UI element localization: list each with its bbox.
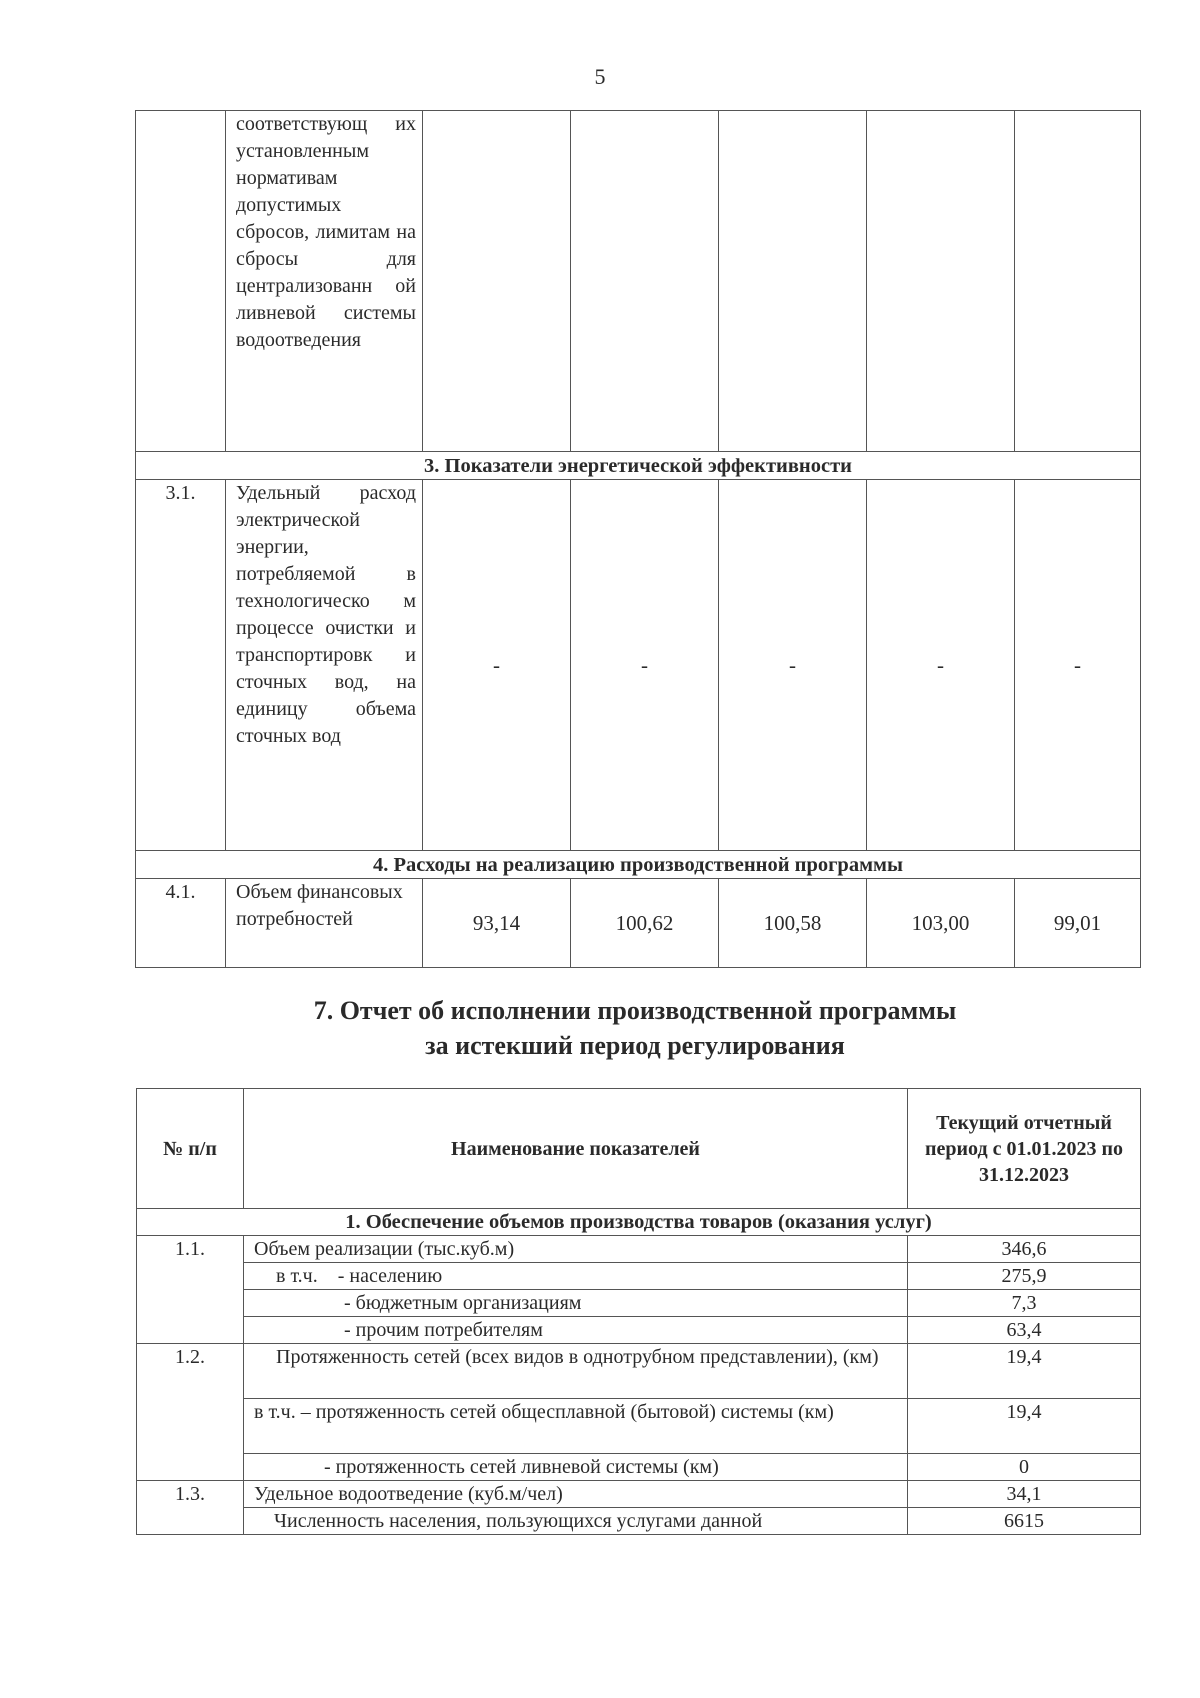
value-cell: 63,4: [908, 1317, 1141, 1344]
section-title: 1. Обеспечение объемов производства товаров (оказания услуг): [137, 1209, 1141, 1236]
indicator-name: Объем финансовых потребностей: [226, 879, 423, 968]
row-number: 3.1.: [136, 480, 226, 851]
table-row: [137, 1344, 1141, 1399]
value-cell: [571, 111, 719, 452]
value-cell: 6615: [908, 1508, 1141, 1535]
value-cell: 103,00: [867, 879, 1015, 968]
section-heading: [0, 993, 1200, 1063]
value-cell: 0: [908, 1454, 1141, 1481]
value-cell: 346,6: [908, 1236, 1141, 1263]
page-number: 5: [594, 64, 606, 89]
section-row: [137, 1209, 1141, 1236]
row-number: 4.1.: [136, 879, 226, 968]
table-row: [137, 1317, 1141, 1344]
table-row: [137, 1399, 1141, 1454]
row-number: 1.3.: [137, 1481, 244, 1535]
table-row: [136, 480, 1141, 851]
value-cell: [1015, 111, 1141, 452]
indicator-name: - прочим потребителям: [244, 1317, 908, 1344]
row-number: 1.1.: [137, 1236, 244, 1344]
table-row: [137, 1263, 1141, 1290]
value-cell: -: [423, 480, 571, 851]
value-cell: 34,1: [908, 1481, 1141, 1508]
indicator-name: - протяженность сетей ливневой системы (км): [244, 1454, 908, 1481]
header-period: Текущий отчетный период с 01.01.2023 по 31.12.2023: [908, 1089, 1141, 1209]
indicators-table-continuation: [135, 110, 1141, 968]
value-cell: 93,14: [423, 879, 571, 968]
section-row: [136, 851, 1141, 879]
value-cell: -: [1015, 480, 1141, 851]
indicator-name: Численность населения, пользующихся услугами данной: [244, 1508, 908, 1535]
table-row: [137, 1508, 1141, 1535]
table-row: [137, 1236, 1141, 1263]
indicator-name: Удельное водоотведение (куб.м/чел): [244, 1481, 908, 1508]
indicator-name: Объем реализации (тыс.куб.м): [244, 1236, 908, 1263]
table-row: [137, 1290, 1141, 1317]
header-name: Наименование показателей: [244, 1089, 908, 1209]
value-cell: 7,3: [908, 1290, 1141, 1317]
value-cell: 100,62: [571, 879, 719, 968]
value-cell: 19,4: [908, 1344, 1141, 1399]
value-cell: -: [867, 480, 1015, 851]
indicator-name: - бюджетным организациям: [244, 1290, 908, 1317]
row-number: [136, 111, 226, 452]
table-row: [137, 1481, 1141, 1508]
value-cell: [719, 111, 867, 452]
heading-line-2: за истекший период регулирования: [425, 1031, 845, 1060]
header-num: № п/п: [137, 1089, 244, 1209]
value-cell: -: [571, 480, 719, 851]
value-cell: 275,9: [908, 1263, 1141, 1290]
section-title: 3. Показатели энергетической эффективности: [136, 452, 1141, 480]
heading-line-1: 7. Отчет об исполнении производственной программы: [313, 996, 957, 1025]
value-cell: -: [719, 480, 867, 851]
table-row: [136, 879, 1141, 968]
value-cell: [423, 111, 571, 452]
value-cell: 100,58: [719, 879, 867, 968]
indicator-name: в т.ч. - населению: [244, 1263, 908, 1290]
section-row: [136, 452, 1141, 480]
section-title: 4. Расходы на реализацию производственной программы: [136, 851, 1141, 879]
table-row: [137, 1454, 1141, 1481]
indicator-name: Удельный расход электрической энергии, потребляемой в технологическо м процессе очистки и транспортировк и сточных вод, на единицу объема сточных вод: [226, 480, 423, 851]
indicator-name: Протяженность сетей (всех видов в однотрубном представлении), (км): [244, 1344, 908, 1399]
value-cell: [867, 111, 1015, 452]
table-row: [136, 111, 1141, 452]
program-report-table: [136, 1088, 1141, 1535]
indicator-name: в т.ч. – протяженность сетей общесплавной (бытовой) системы (км): [244, 1399, 908, 1454]
indicator-name: соответствующ их установленным нормативам допустимых сбросов, лимитам на сбросы для централизованн ой ливневой системы водоотведения: [226, 111, 423, 452]
value-cell: 99,01: [1015, 879, 1141, 968]
value-cell: 19,4: [908, 1399, 1141, 1454]
row-number: 1.2.: [137, 1344, 244, 1481]
header-row: [137, 1089, 1141, 1209]
